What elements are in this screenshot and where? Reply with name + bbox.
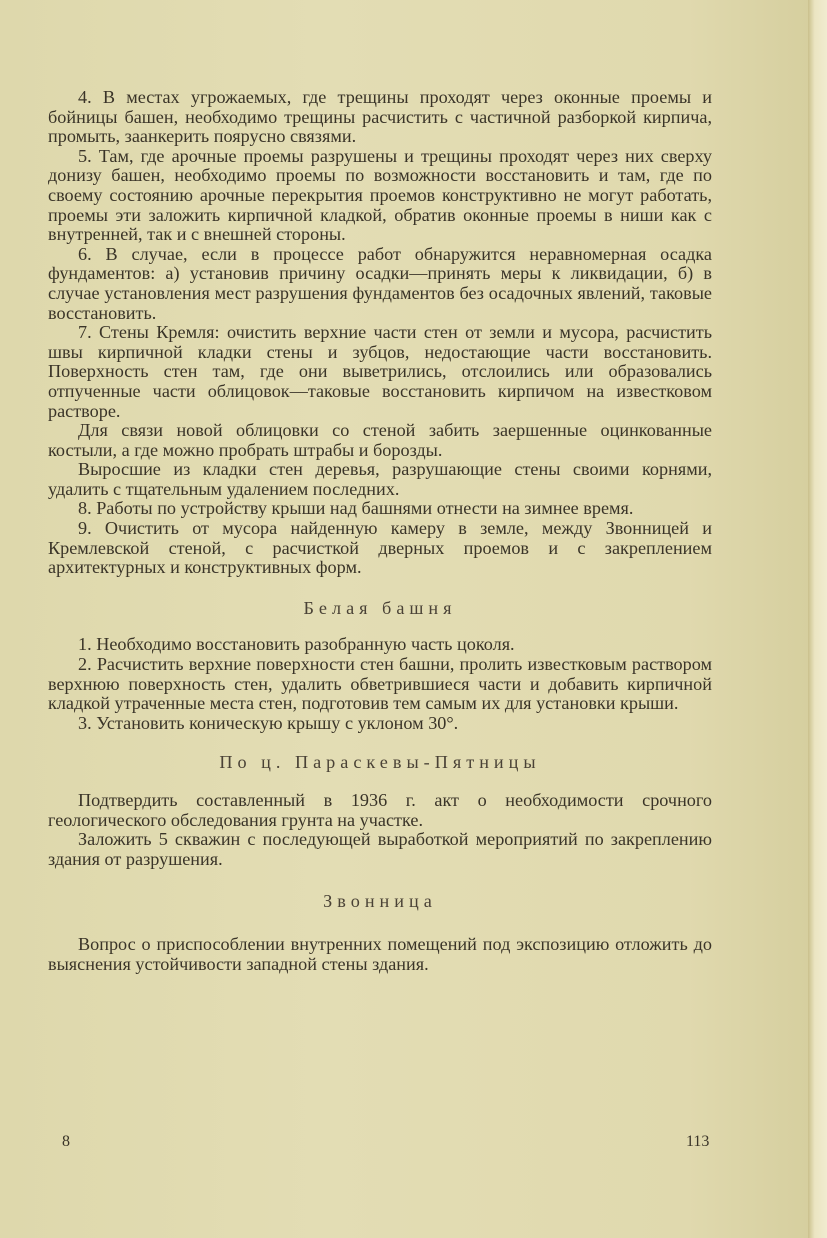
white-tower-item-3: 3. Установить коническую крышу с уклоном 30°. xyxy=(78,712,459,733)
belfry-paragraph: Вопрос о приспособлении внутренних помещений под экспозицию отложить до выяснения устойчивости западной стены здания. xyxy=(48,933,712,974)
paragraph-trees: Выросшие из кладки стен деревья, разрушающие стены своими корнями, удалить с тщательным удалением последних. xyxy=(48,459,712,499)
page-edge xyxy=(808,0,827,1238)
heading-church: По ц. Параскевы-Пятницы xyxy=(219,752,541,773)
white-tower-item-1: 1. Необходимо восстановить разобранную часть цоколя. xyxy=(78,634,515,655)
church-paragraph-2: Заложить 5 скважин с последующей выработкой мероприятий по закреплению здания от разрушения. xyxy=(48,829,712,869)
paragraph-item-4: 4. В местах угрожаемых, где трещины проходят через оконные проемы и бойницы башен, необходимо трещины расчистить с частичной разборкой кирпича, промыть, заанкерить поярусно связями. xyxy=(48,87,712,147)
paragraph-item-5: 5. Там, где арочные проемы разрушены и трещины проходят через них сверху донизу башен, необходимо проемы по возможности восстановить и там, где по своему состоянию арочные перекрытия проемов конструктивно не могут работать, проемы эти заложить кирпичной кладкой, обратив оконные проемы в ниши как с внутренней, так и с внешней стороны. xyxy=(48,145,712,245)
paragraph-item-8: 8. Работы по устройству крыши над башнями отнести на зимнее время. xyxy=(78,498,634,519)
heading-belfry: Звонница xyxy=(323,891,437,912)
church-paragraph-1: Подтвердить составленный в 1936 г. акт о необходимости срочного геологического обследования грунта на участке. xyxy=(48,790,712,830)
signature-mark: 8 xyxy=(62,1133,70,1150)
page-text xyxy=(48,88,712,974)
paragraph-item-6: 6. В случае, если в процессе работ обнаружится неравномерная осадка фундаментов: а) установив причину осадки—принять меры к ликвидации, б) в случае установления мест разрушения фундаментов без осадочных явлений, таковые восстановить. xyxy=(48,243,712,323)
paragraph-cladding: Для связи новой облицовки со стеной забить заершенные оцинкованные костыли, а где можно пробрать штрабы и борозды. xyxy=(48,420,712,460)
paragraph-item-9: 9. Очистить от мусора найденную камеру в земле, между Звонницей и Кремлевской стеной, с расчисткой дверных проемов и с закреплением архитектурных и конструктивных форм. xyxy=(48,518,712,578)
heading-white-tower: Белая башня xyxy=(303,597,457,618)
paragraph-item-7: 7. Стены Кремля: очистить верхние части стен от земли и мусора, расчистить швы кирпичной кладки стены и зубцов, недостающие части восстановить. Поверхность стен там, где они выветрились, отслоились или образовались отпученные части облицовок—таковые восстановить кирпичом на известковом растворе. xyxy=(48,322,712,421)
white-tower-item-2: 2. Расчистить верхние поверхности стен башни, пролить известковым раствором верхнюю поверхность стен, удалить обветрившиеся части и добавить кирпичной кладкой утраченные места стен, подготовив тем самым их для установки крыши. xyxy=(48,654,712,714)
page-number: 113 xyxy=(686,1133,710,1150)
